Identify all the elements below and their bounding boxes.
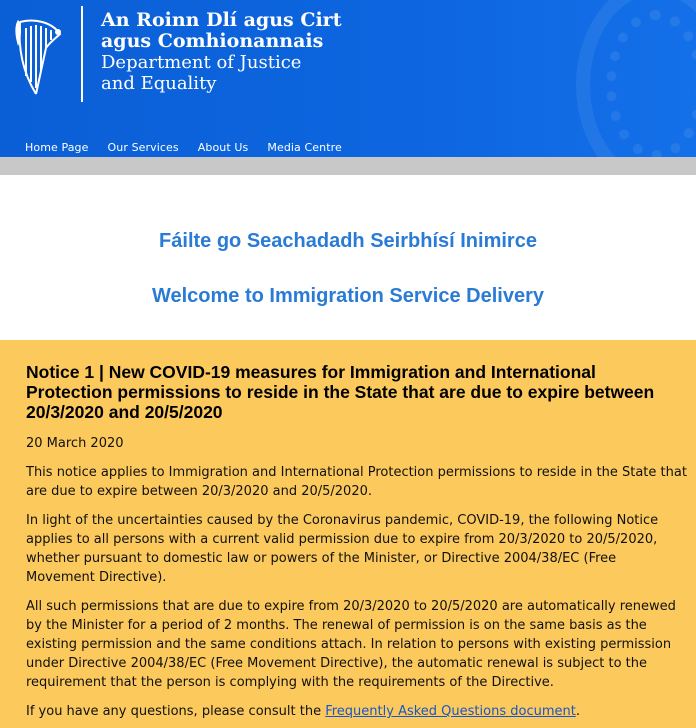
- dept-irish-line1: An Roinn Dlí agus Cirt: [101, 9, 342, 31]
- notice-section: [0, 340, 696, 728]
- harp-icon[interactable]: [12, 16, 64, 98]
- faq-suffix: .: [575, 704, 580, 719]
- main-nav: [25, 141, 361, 154]
- notice-paragraph-4: [26, 702, 688, 721]
- faq-prefix: If you have any questions, please consult the: [26, 704, 326, 719]
- department-name[interactable]: [101, 10, 341, 94]
- dept-english-line2: and Equality: [101, 73, 217, 94]
- header-decoration: [606, 10, 696, 157]
- welcome-section: [0, 175, 696, 340]
- nav-our-services[interactable]: Our Services: [107, 141, 179, 154]
- nav-home-page[interactable]: Home Page: [25, 141, 89, 154]
- nav-about-us[interactable]: About Us: [197, 141, 249, 154]
- dept-english-line1: Department of Justice: [101, 52, 302, 73]
- notice-paragraph-2: In light of the uncertainties caused by the Coronavirus pandemic, COVID-19, the following Notice applies to all persons with a current valid permission due to expire from 20/3/2020 to 20/5/2020, whether pursuant to domestic law or powers of the Minister, or Directive 2004/38/EC (Free Movement Directive).: [26, 513, 659, 585]
- dept-irish-line2: agus Comhionannais: [101, 30, 324, 52]
- faq-document-link[interactable]: Frequently Asked Questions document: [325, 704, 576, 719]
- site-header: [0, 0, 696, 157]
- notice-title: Notice 1 | New COVID-19 measures for Immigration and International Protection permissions to reside in the State that are due to expire between 20/3/2020 and 20/5/2020: [26, 362, 655, 422]
- welcome-irish: Fáilte go Seachadadh Seirbhísí Inimirce: [159, 230, 537, 252]
- header-divider: [81, 6, 83, 102]
- notice-paragraph-1: This notice applies to Immigration and International Protection permissions to reside in the State that are due to expire between 20/3/2020 and 20/5/2020.: [26, 465, 687, 499]
- grey-separator-bar: [0, 157, 696, 175]
- welcome-english: Welcome to Immigration Service Delivery: [151, 285, 544, 307]
- notice-date: 20 March 2020: [26, 436, 124, 451]
- notice-paragraph-3: All such permissions that are due to expire from 20/3/2020 to 20/5/2020 are automatically renewed by the Minister for a period of 2 months. The renewal of permission is on the same basis as the existing permission and the same conditions attach. In relation to persons with existing permission under Directive 2004/38/EC (Free Movement Directive), the automatic renewal is subject to the requirement that the person is complying with the requirements of the Directive.: [26, 599, 676, 690]
- nav-media-centre[interactable]: Media Centre: [267, 141, 342, 154]
